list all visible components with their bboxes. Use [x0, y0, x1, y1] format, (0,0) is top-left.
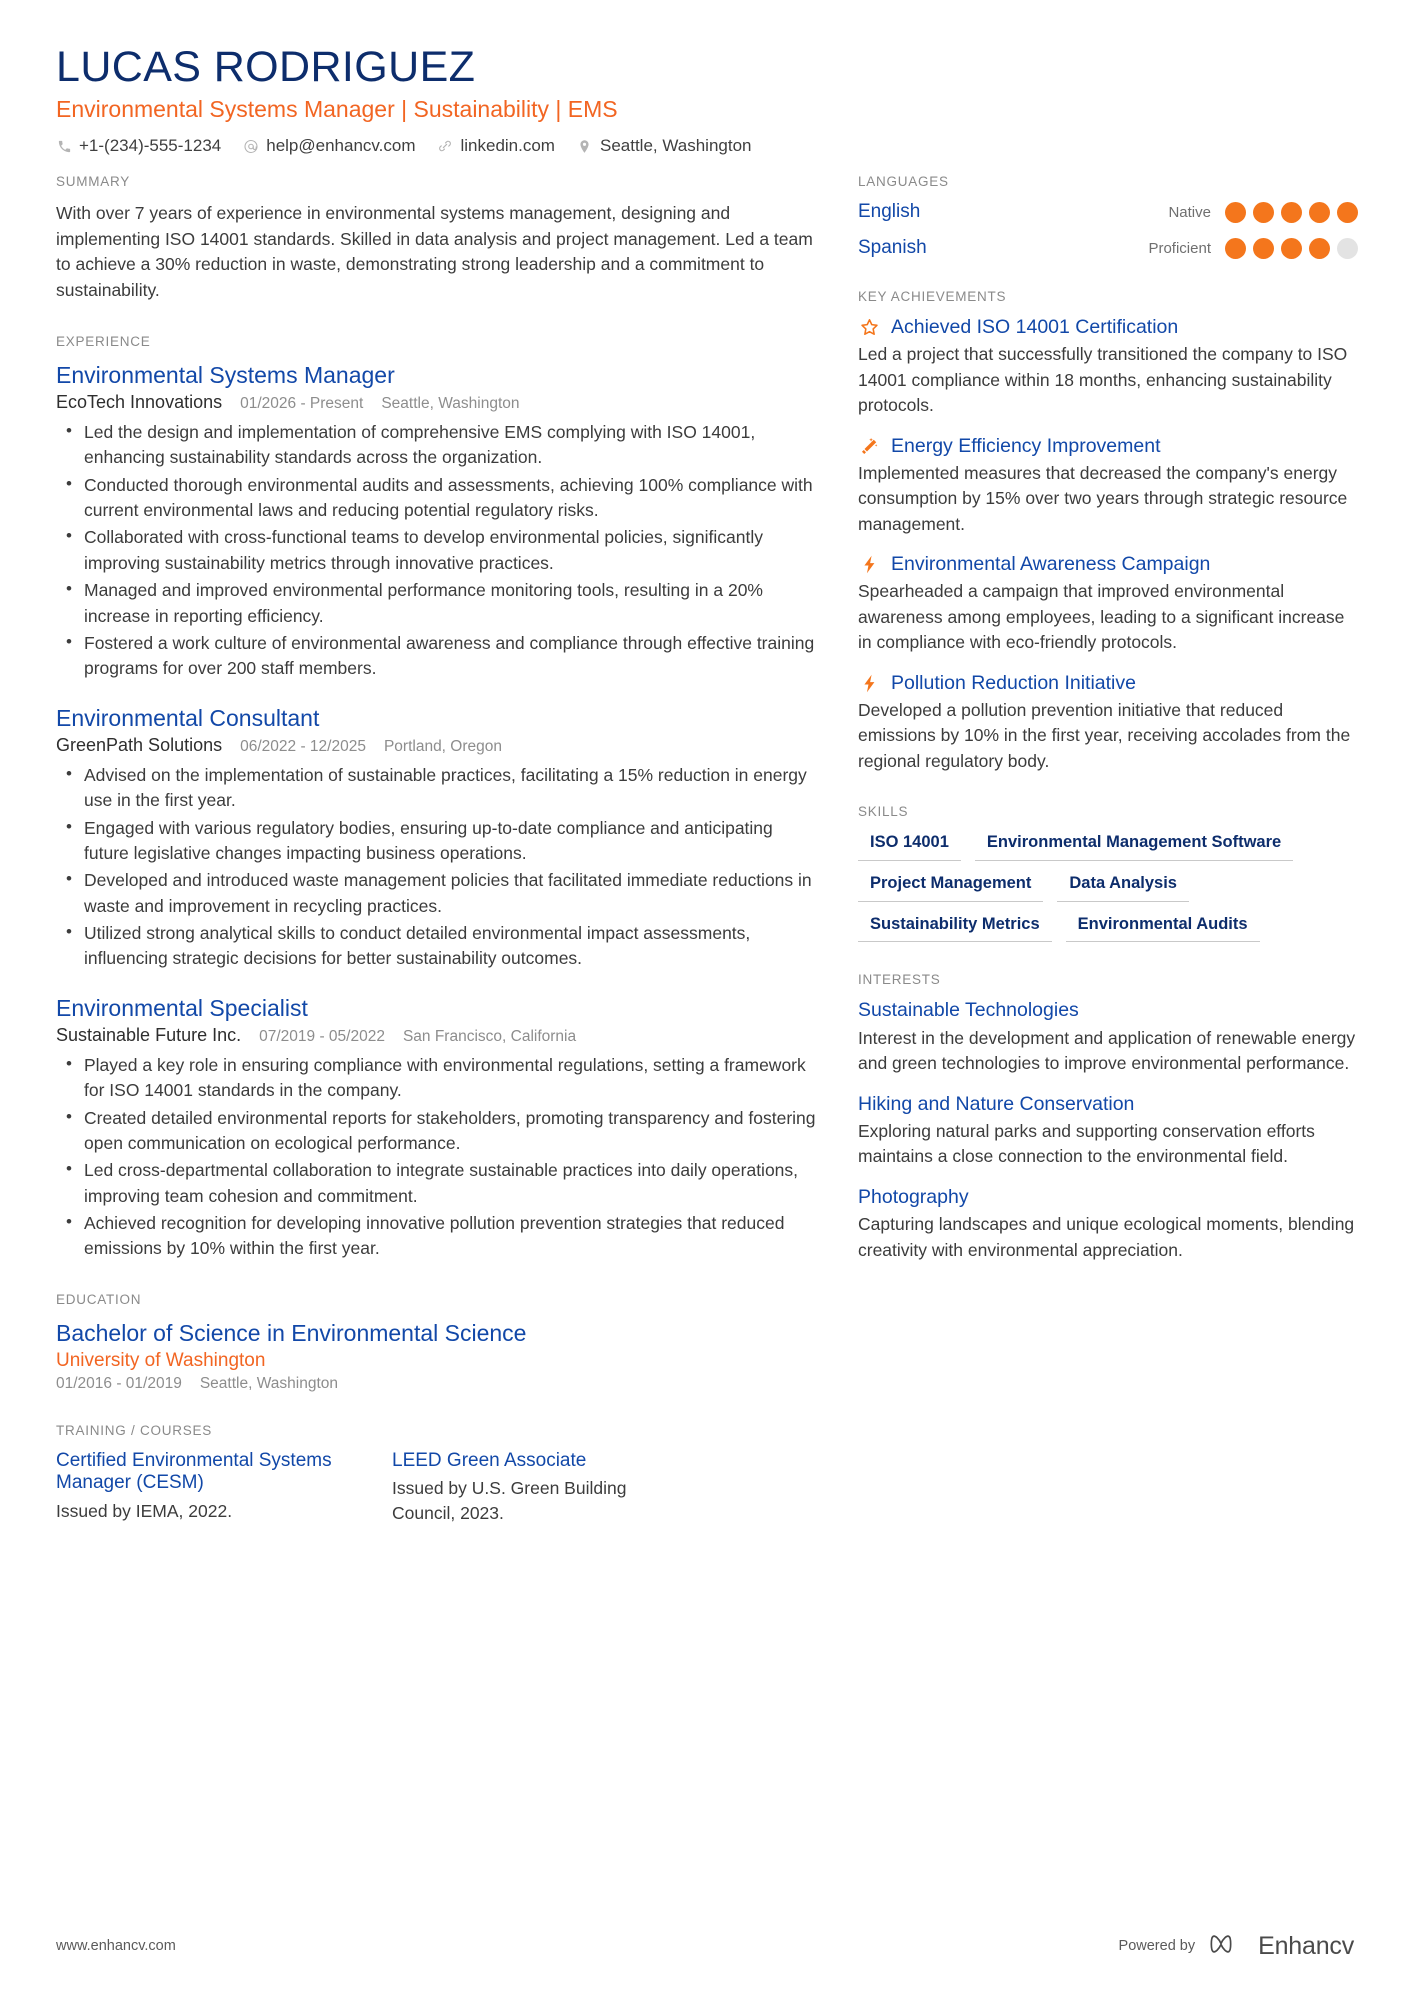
job-bullet: • Created detailed environmental reports for stakeholders, promoting transparency and fostering open communication on ecological performance.	[82, 1106, 816, 1157]
enhancv-brand	[1209, 1931, 1354, 1961]
language-proficiency-dots	[1225, 238, 1358, 259]
contact-email-text: help@enhancv.com	[266, 136, 416, 156]
course-title: LEED Green Associate	[392, 1449, 587, 1471]
proficiency-dot	[1337, 202, 1358, 223]
job-location: Portland, Oregon	[383, 737, 502, 755]
email-icon	[243, 138, 259, 154]
skill-tag: Environmental Management Software	[975, 831, 1293, 861]
achievement-desc: Developed a pollution prevention initiative that reduced emissions by 10% in the first year, receiving accolades from the regional regulatory body.	[858, 699, 1351, 771]
summary-text: With over 7 years of experience in environmental systems management, designing and implementing ISO 14001 standards. Skilled in data analysis and project management. Led a team to achieve a 30% reduction in waste, demonstrating strong leadership and a commitment to sustainability.	[56, 203, 813, 301]
language-item	[858, 201, 1358, 223]
language-name: English	[858, 201, 921, 223]
job-dates: 01/2026 - Present	[240, 394, 364, 412]
achievement-item	[858, 553, 1358, 656]
job-bullet: • Developed and introduced waste management policies that facilitated immediate reductions in waste and improvement in recycling practices.	[82, 868, 816, 919]
page-footer	[56, 1931, 1354, 1961]
contact-location	[577, 136, 752, 156]
achievement-title: Pollution Reduction Initiative	[891, 671, 1136, 694]
proficiency-dot	[1309, 202, 1330, 223]
achievement-desc: Led a project that successfully transitioned the company to ISO 14001 compliance within 18 months, enhancing sustainability protocols.	[858, 344, 1348, 416]
skills-label: SKILLS	[858, 804, 909, 820]
job-bullet: • Conducted thorough environmental audits and assessments, achieving 100% compliance with current environmental laws and reducing potential regulatory risks.	[82, 473, 816, 524]
job-bullets	[56, 420, 816, 682]
interest-title: Sustainable Technologies	[858, 999, 1079, 1022]
proficiency-dot	[1281, 202, 1302, 223]
achievement-head	[858, 553, 1358, 576]
education-degree: Bachelor of Science in Environmental Science	[56, 1319, 527, 1346]
job-bullet: • Utilized strong analytical skills to conduct detailed environmental impact assessments, influencing strategic decisions for better sustainability outcomes.	[82, 921, 816, 972]
job-bullets	[56, 1053, 816, 1262]
proficiency-dot	[1337, 238, 1358, 259]
contact-link-text: linkedin.com	[460, 136, 555, 156]
lightning-bolt-icon	[858, 554, 880, 576]
job-dates: 07/2019 - 05/2022	[259, 1027, 385, 1045]
experience-item	[56, 704, 816, 972]
job-meta	[56, 392, 816, 413]
interest-item	[858, 1186, 1358, 1263]
experience-label: EXPERIENCE	[56, 333, 151, 349]
star-icon	[858, 317, 880, 339]
powered-by-label: Powered by	[1118, 1938, 1196, 1954]
job-company: EcoTech Innovations	[56, 391, 223, 412]
skill-tag: Sustainability Metrics	[858, 913, 1052, 943]
skill-tag: Environmental Audits	[1066, 913, 1260, 943]
interest-desc: Capturing landscapes and unique ecological moments, blending creativity with environmental appreciation.	[858, 1214, 1355, 1260]
enhancv-logo-icon	[1209, 1931, 1249, 1961]
proficiency-dot	[1225, 202, 1246, 223]
resume-header	[56, 44, 1354, 156]
course-issuer: Issued by IEMA, 2022.	[56, 1501, 233, 1522]
section-achievements	[858, 289, 1358, 774]
powered-by-block	[1119, 1931, 1354, 1961]
language-level: Proficient	[1148, 239, 1211, 257]
contact-email[interactable]	[243, 136, 415, 156]
language-proficiency-dots	[1225, 202, 1358, 223]
job-bullets	[56, 763, 816, 972]
achievement-head	[858, 316, 1358, 339]
course-title: Certified Environmental Systems Manager (CESM)	[56, 1449, 332, 1494]
job-bullet: • Fostered a work culture of environmental awareness and compliance through effective training programs for over 200 staff members.	[82, 631, 816, 682]
achievement-title: Achieved ISO 14001 Certification	[891, 316, 1179, 339]
achievement-title: Energy Efficiency Improvement	[891, 434, 1161, 457]
candidate-headline: Environmental Systems Manager | Sustainability | EMS	[56, 96, 618, 123]
magic-wand-icon	[858, 435, 880, 457]
proficiency-dot	[1253, 238, 1274, 259]
education-dates: 01/2016 - 01/2019	[56, 1374, 182, 1392]
contact-row	[56, 136, 1354, 156]
achievement-head	[858, 435, 1358, 458]
contact-phone-text: +1-(234)-555-1234	[79, 136, 222, 156]
experience-item	[56, 361, 816, 682]
candidate-name: LUCAS RODRIGUEZ	[56, 43, 476, 91]
language-name: Spanish	[858, 237, 927, 259]
job-bullet: • Led cross-departmental collaboration to integrate sustainable practices into daily operations, improving team cohesion and commitment.	[82, 1158, 816, 1209]
experience-item	[56, 994, 816, 1262]
interest-desc: Interest in the development and application of renewable energy and green technologies to improve environmental performance.	[858, 1027, 1356, 1074]
interest-desc: Exploring natural parks and supporting conservation efforts maintains a close connection to the environmental field.	[858, 1121, 1315, 1167]
achievement-item	[858, 435, 1358, 538]
job-meta	[56, 1025, 816, 1046]
course-item	[392, 1450, 692, 1526]
link-icon	[437, 138, 453, 154]
education-school: University of Washington	[56, 1349, 266, 1371]
achievements-label: KEY ACHIEVEMENTS	[858, 289, 1007, 305]
footer-website[interactable]: www.enhancv.com	[56, 1938, 176, 1954]
proficiency-dot	[1309, 238, 1330, 259]
enhancv-brand-name: Enhancv	[1258, 1931, 1354, 1960]
interest-title: Photography	[858, 1185, 969, 1208]
achievement-desc: Implemented measures that decreased the company's energy consumption by 15% over two years through strategic resource management.	[858, 462, 1348, 534]
contact-phone[interactable]	[56, 136, 221, 156]
job-meta	[56, 735, 816, 756]
skill-tag: Project Management	[858, 872, 1043, 902]
achievement-item	[858, 672, 1358, 775]
languages-label: LANGUAGES	[858, 174, 949, 190]
job-company: Sustainable Future Inc.	[56, 1024, 242, 1045]
skill-tag: Data Analysis	[1057, 872, 1189, 902]
section-education	[56, 1292, 816, 1393]
proficiency-dot	[1253, 202, 1274, 223]
course-item	[56, 1450, 356, 1526]
section-skills	[858, 804, 1358, 942]
interest-item	[858, 1093, 1358, 1170]
job-bullet: • Managed and improved environmental performance monitoring tools, resulting in a 20% increase in reporting efficiency.	[82, 578, 816, 629]
job-bullet: • Collaborated with cross-functional teams to develop environmental policies, significantly improving sustainability metrics through innovative practices.	[82, 525, 816, 576]
achievement-head	[858, 672, 1358, 695]
location-pin-icon	[577, 138, 593, 154]
job-location: San Francisco, California	[402, 1027, 577, 1045]
job-bullet: • Achieved recognition for developing innovative pollution prevention strategies that reduced emissions by 10% within the first year.	[82, 1211, 816, 1262]
course-issuer: Issued by U.S. Green Building Council, 2023.	[392, 1478, 627, 1524]
interests-label: INTERESTS	[858, 972, 941, 988]
proficiency-dot	[1281, 238, 1302, 259]
job-location: Seattle, Washington	[381, 394, 520, 412]
resume-columns	[56, 174, 1354, 1556]
job-dates: 06/2022 - 12/2025	[240, 737, 366, 755]
proficiency-dot	[1225, 238, 1246, 259]
section-languages	[858, 174, 1358, 259]
interest-item	[858, 999, 1358, 1076]
right-column	[858, 174, 1358, 1293]
phone-icon	[56, 138, 72, 154]
job-bullet: • Advised on the implementation of sustainable practices, facilitating a 15% reduction in energy use in the first year.	[82, 763, 816, 814]
section-interests	[858, 972, 1358, 1262]
courses-grid	[56, 1450, 816, 1526]
achievement-desc: Spearheaded a campaign that improved environmental awareness among employees, leading to a significant increase in compliance with eco-friendly protocols.	[858, 581, 1345, 653]
section-training	[56, 1423, 816, 1526]
job-title: Environmental Specialist	[56, 994, 308, 1021]
achievement-item	[858, 316, 1358, 419]
skills-list	[858, 831, 1358, 942]
contact-location-text: Seattle, Washington	[599, 136, 752, 156]
education-location: Seattle, Washington	[199, 1374, 338, 1392]
job-bullet: • Engaged with various regulatory bodies, ensuring up-to-date compliance and anticipating future legislative changes impacting business operations.	[82, 816, 816, 867]
summary-label: SUMMARY	[56, 174, 131, 190]
education-label: EDUCATION	[56, 1291, 142, 1307]
job-bullet: • Played a key role in ensuring compliance with environmental regulations, setting a framework for ISO 14001 standards in the company.	[82, 1053, 816, 1104]
training-label: TRAINING / COURSES	[56, 1422, 213, 1438]
skill-tag: ISO 14001	[858, 831, 961, 861]
interest-title: Hiking and Nature Conservation	[858, 1092, 1135, 1115]
language-level: Native	[1168, 203, 1211, 221]
language-item	[858, 237, 1358, 259]
job-bullet: • Led the design and implementation of comprehensive EMS complying with ISO 14001, enhancing sustainability standards across the organization.	[82, 420, 816, 471]
job-company: GreenPath Solutions	[56, 734, 223, 755]
achievement-title: Environmental Awareness Campaign	[891, 553, 1211, 576]
contact-link[interactable]	[437, 136, 555, 156]
lightning-bolt-icon	[858, 672, 880, 694]
section-experience	[56, 334, 816, 1262]
job-title: Environmental Consultant	[56, 704, 320, 731]
education-meta	[56, 1375, 816, 1393]
job-title: Environmental Systems Manager	[56, 361, 395, 388]
section-summary	[56, 174, 816, 304]
left-column	[56, 174, 816, 1556]
